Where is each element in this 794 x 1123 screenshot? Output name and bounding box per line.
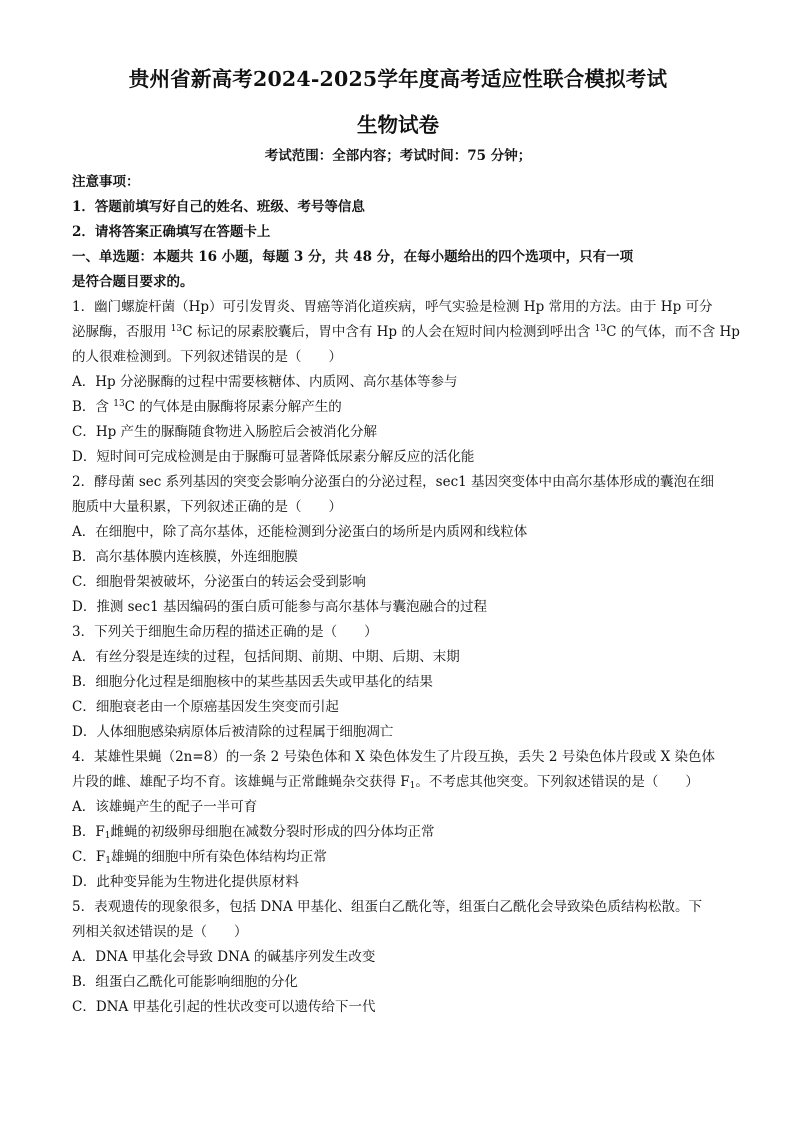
section-heading-line2: 是符合题目要求的。: [72, 274, 194, 290]
q4-sub: 1: [409, 781, 416, 791]
question-5-option-c: C．DNA 甲基化引起的性状改变可以遗传给下一代: [72, 999, 376, 1015]
question-1-option-d: D．短时间可完成检测是由于脲酶可显著降低尿素分解反应的活化能: [72, 449, 475, 465]
q1-sup-a: 13: [170, 324, 183, 334]
q1-text-a: 泌脲酶，否服用: [72, 324, 171, 340]
q1-optb-a: B．含: [72, 399, 114, 415]
question-1-stem-line2: [72, 320, 740, 345]
question-2-option-b: B．高尔基体膜内连核膜，外连细胞膜: [72, 549, 298, 565]
question-5: [72, 895, 724, 1020]
question-1-option-a: A．Hp 分泌脲酶的过程中需要核糖体、内质网、高尔基体等参与: [72, 374, 458, 390]
question-4-option-b: [72, 820, 724, 845]
q4-text-a: 片段的雌、雄配子均不育。该雄蝇与正常雌蝇杂交获得 F: [72, 774, 410, 790]
exam-page: [72, 66, 740, 1020]
notes-heading: 注意事项：: [72, 174, 140, 190]
q4-text-b: 。不考虑其他突变。下列叙述错误的是（ ）: [415, 774, 699, 790]
q4-optb-sub: 1: [104, 831, 111, 841]
question-2-option-a: A．在细胞中，除了高尔基体，还能检测到分泌蛋白的场所是内质网和线粒体: [72, 524, 528, 540]
q1-text-c: C 的气体，而不含 Hp: [606, 324, 740, 340]
q1-optb-b: C 的气体是由脲酶将尿素分解产生的: [124, 399, 342, 415]
question-4-option-a: A．该雄蝇产生的配子一半可育: [72, 799, 258, 815]
q4-optc-sub: 1: [105, 856, 111, 866]
q4-optb-a: B．F: [72, 824, 105, 840]
question-5-option-b: B．组蛋白乙酰化可能影响细胞的分化: [72, 974, 298, 990]
exam-info: 考试范围：全部内容；考试时间：75 分钟；: [264, 148, 532, 164]
exam-subject: 生物试卷: [357, 113, 439, 137]
question-4-option-c: [72, 845, 724, 870]
question-1: [72, 295, 740, 470]
q1-text-b: C 标记的尿素胶囊后，胃中含有 Hp 的人会在短时间内检测到呼出含: [182, 324, 595, 340]
notes-item-1: 1．答题前填写好自己的姓名、班级、考号等信息: [72, 199, 365, 215]
q1-sup-b: 13: [594, 324, 607, 334]
question-5-stem-line1: 5．表观遗传的现象很多，包括 DNA 甲基化、组蛋白乙酰化等，组蛋白乙酰化会导致染色质结构松散。下: [72, 899, 703, 915]
section-heading-line1: 一、单选题：本题共 16 小题，每题 3 分，共 48 分，在每小题给出的四个选项中，只有一项: [72, 249, 634, 265]
question-1-option-c: C．Hp 产生的脲酶随食物进入肠腔后会被消化分解: [72, 424, 378, 440]
question-3-option-a: A．有丝分裂是连续的过程，包括间期、前期、中期、后期、末期: [72, 649, 460, 665]
notes-item-2: 2．请将答案正确填写在答题卡上: [72, 224, 271, 240]
q4-optc-b: 雄蝇的细胞中所有染色体结构均正常: [110, 849, 327, 865]
question-5-option-a: A．DNA 甲基化会导致 DNA 的碱基序列发生改变: [72, 949, 376, 965]
question-2-stem-line1: 2．酵母菌 sec 系列基因的突变会影响分泌蛋白的分泌过程，sec1 基因突变体中由高尔基体形成的囊泡在细: [72, 474, 715, 490]
question-3-option-c: C．细胞衰老由一个原癌基因发生突变而引起: [72, 699, 339, 715]
question-1-stem-line1: 1．幽门螺旋杆菌（Hp）可引发胃炎、胃癌等消化道疾病，呼气实验是检测 Hp 常用的方法。由于 Hp 可分: [72, 299, 713, 315]
question-4: [72, 745, 724, 895]
q1-optb-sup: 13: [113, 399, 125, 409]
question-4-stem-line1: 4．某雄性果蝇（2n=8）的一条 2 号染色体和 X 染色体发生了片段互换，丢失 2 号染色体片段或 X 染色体: [72, 749, 716, 765]
question-3-option-d: D．人体细胞感染病原体后被清除的过程属于细胞凋亡: [72, 724, 394, 740]
question-2-option-d: D．推测 sec1 基因编码的蛋白质可能参与高尔基体与囊泡融合的过程: [72, 599, 487, 615]
question-3-option-b: B．细胞分化过程是细胞核中的某些基因丢失或甲基化的结果: [72, 674, 433, 690]
question-2: [72, 470, 724, 620]
question-1-stem-line3: 的人很难检测到。下列叙述错误的是（ ）: [72, 349, 342, 365]
question-3-stem-line1: 3．下列关于细胞生命历程的描述正确的是（ ）: [72, 624, 378, 640]
q4-optc-a: C．F: [72, 849, 106, 865]
exam-title: 贵州省新高考2024-2025学年度高考适应性联合模拟考试: [128, 67, 668, 91]
question-2-stem-line2: 胞质中大量积累，下列叙述正确的是（ ）: [72, 499, 342, 515]
question-4-stem-line2: [72, 770, 724, 795]
question-1-option-b: [72, 395, 724, 420]
question-5-stem-line2: 列相关叙述错误的是（ ）: [72, 924, 248, 940]
q4-optb-b: 雌蝇的初级卵母细胞在减数分裂时形成的四分体均正常: [110, 824, 435, 840]
question-3: [72, 620, 724, 745]
question-2-option-c: C．细胞骨架被破坏，分泌蛋白的转运会受到影响: [72, 574, 366, 590]
question-4-option-d: D．此种变异能为生物进化提供原材料: [72, 874, 299, 890]
